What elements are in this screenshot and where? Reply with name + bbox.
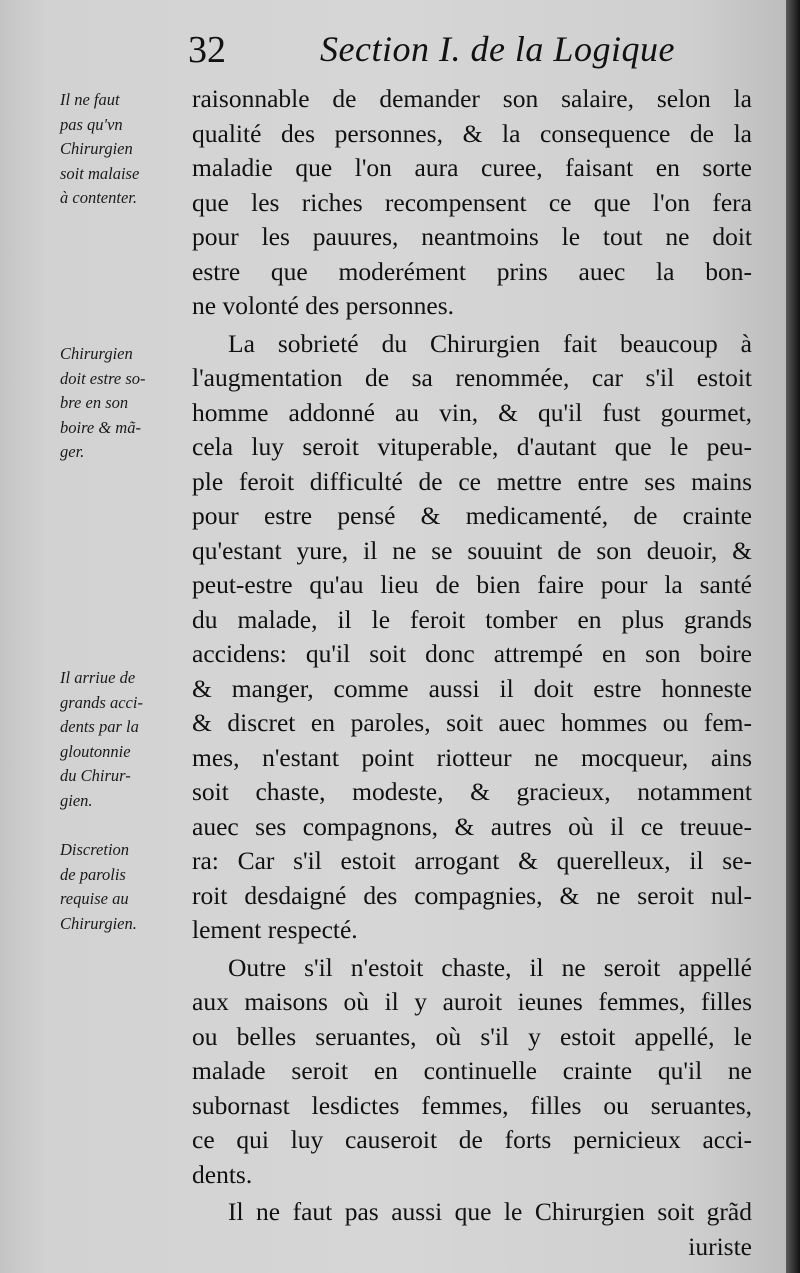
text-line: maladie que l'on aura curee, faisant en sorte xyxy=(192,153,752,182)
margin-note-line: requise au xyxy=(60,889,129,908)
margin-note-line: Chirurgien xyxy=(60,139,133,158)
text-line: que les riches recompensent ce que l'on fera xyxy=(192,187,752,217)
text-line: du malade, il le feroit tomber en plus grands xyxy=(192,604,752,634)
text-line: & manger, comme aussi il doit estre honneste xyxy=(192,673,752,703)
margin-note-line: pas qu'vn xyxy=(60,114,123,134)
margin-note-line: Il ne faut xyxy=(60,90,120,109)
margin-note-line: grands acci- xyxy=(60,692,143,712)
running-head: Section I. de la Logique xyxy=(320,29,675,69)
margin-note-line: doit estre so- xyxy=(60,368,146,388)
margin-note-line: dents par la xyxy=(60,717,139,736)
text-line: auec ses compagnons, & autres où il ce treuue- xyxy=(192,811,752,841)
text-line: Outre s'il n'estoit chaste, il ne seroit appellé xyxy=(228,952,752,982)
text-line: La sobrieté du Chirurgien fait beaucoup à xyxy=(228,328,752,358)
text-line: roit desdaigné des compagnies, & ne seroit nul- xyxy=(192,880,752,910)
text-line: ce qui luy causeroit de forts pernicieux acci- xyxy=(192,1125,752,1154)
text-line: ne volonté des personnes. xyxy=(192,291,455,320)
body-text xyxy=(192,82,752,1264)
paragraph xyxy=(192,327,752,948)
margin-note-gluttony xyxy=(60,666,143,813)
text-line: peut-estre qu'au lieu de bien faire pour la santé xyxy=(192,570,752,599)
margin-note-line: Discretion xyxy=(60,840,130,859)
text-line: qualité des personnes, & la consequence de la xyxy=(192,118,752,148)
text-line: dents. xyxy=(192,1159,253,1189)
margin-note-line: ger. xyxy=(60,442,85,461)
text-line: cela luy seroit vituperable, d'autant que le peu- xyxy=(192,432,752,461)
margin-note-sobriety xyxy=(60,342,146,465)
paragraph xyxy=(192,82,752,324)
catchword: iuriste xyxy=(688,1231,752,1261)
margin-note-line: du Chirur- xyxy=(60,766,131,785)
margin-note-discretion xyxy=(60,838,137,936)
text-line: ra: Car s'il estoit arrogant & querelleux, il se- xyxy=(192,846,752,875)
text-line: l'augmentation de sa renommée, car s'il estoit xyxy=(192,363,752,392)
margin-note-line: boire & mã- xyxy=(60,417,141,437)
text-line: estre que moderément prins auec la bon- xyxy=(192,256,752,286)
page-edge-shadow xyxy=(786,0,800,1273)
margin-note-line: gloutonnie xyxy=(60,741,131,761)
margin-note-line: Chirurgien. xyxy=(60,913,137,933)
margin-note-line: bre en son xyxy=(60,393,129,412)
text-line: & discret en paroles, soit auec hommes ou fem- xyxy=(192,708,752,737)
text-line: lement respecté. xyxy=(192,915,358,944)
margin-note-salary xyxy=(60,88,139,211)
text-line: Il ne faut pas aussi que le Chirurgien soit grãd xyxy=(228,1197,752,1226)
text-line: pour estre pensé & medicamenté, de crainte xyxy=(192,501,752,530)
text-line: ple feroit difficulté de ce mettre entre ses mains xyxy=(192,466,752,496)
margin-note-line: de parolis xyxy=(60,864,126,884)
text-line: malade seroit en continuelle crainte qu'il ne xyxy=(192,1056,752,1085)
text-line: accidens: qu'il soit donc attrempé en son boire xyxy=(192,639,752,668)
text-line: soit chaste, modeste, & gracieux, notamment xyxy=(192,777,752,806)
margin-note-line: soit malaise xyxy=(60,163,140,183)
text-line: pour les pauures, neantmoins le tout ne doit xyxy=(192,222,752,251)
text-line: mes, n'estant point riotteur ne mocqueur, ains xyxy=(192,742,752,772)
text-line: ou belles seruantes, où s'il y estoit appellé, le xyxy=(192,1021,752,1051)
margin-note-line: à contenter. xyxy=(60,188,137,207)
text-line: qu'estant yure, il ne se souuint de son deuoir, & xyxy=(192,535,752,565)
text-line: homme addonné au vin, & qu'il fust gourmet, xyxy=(192,397,752,427)
margin-note-line: gien. xyxy=(60,790,93,810)
page-header xyxy=(180,28,740,76)
margin-note-line: Il arriue de xyxy=(60,668,136,687)
text-line: subornast lesdictes femmes, filles ou seruantes, xyxy=(192,1090,752,1120)
text-line: aux maisons où il y auroit ieunes femmes, filles xyxy=(192,987,752,1016)
page-number: 32 xyxy=(188,29,226,71)
paragraph xyxy=(192,951,752,1193)
margin-note-line: Chirurgien xyxy=(60,344,133,363)
text-line: raisonnable de demander son salaire, selon la xyxy=(192,84,752,113)
paragraph xyxy=(192,1195,752,1264)
